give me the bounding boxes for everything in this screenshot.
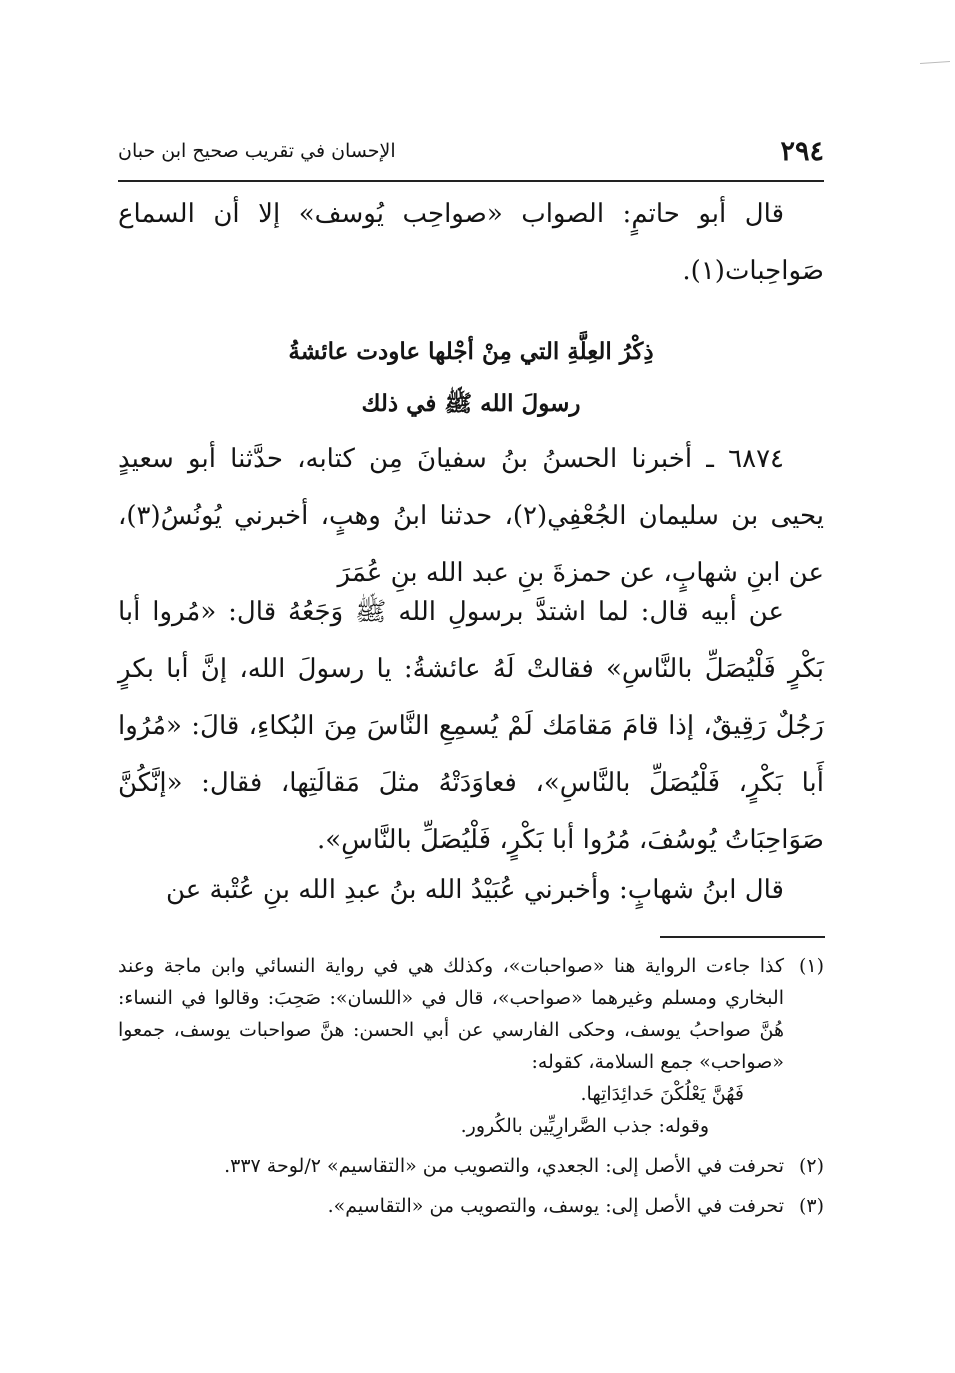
footnotes [118, 950, 824, 1222]
footnote-verse-text: جذب الصَّرارِيِّين بالكُرور. [460, 1115, 653, 1137]
running-title: الإحسان في تقريب صحيح ابن حبان [118, 140, 396, 162]
hadith-continuation: قال ابنُ شهابٍ: وأخبرني عُبَيْدُ الله بنُ عبدِ الله بنِ عُتْبة عن [165, 875, 784, 905]
hadith-isnad: ٦٨٧٤ ـ أخبرنا الحسنُ بنُ سفيانَ مِن كتابه، حدَّثنا أبو سعيدٍ يحيى بن سليمان الجُعْفِي(٢)، حدثنا ابنُ وهبٍ، أخبرني يُونُسُ(٣)، عن ابنِ شهابٍ، عن حمزةَ بنِ عبد الله بنِ عُمَرَ [118, 444, 824, 588]
section-heading-line-2: رسولَ الله ﷺ في ذلك [361, 390, 581, 417]
page-number: ٢٩٤ [780, 136, 824, 167]
footnote-3 [118, 1190, 824, 1222]
footnote-number: (٢) [798, 1155, 824, 1177]
header-rule [118, 180, 824, 182]
footnote-text: كذا جاءت الرواية هنا «صواحبات»، وكذلك هي في رواية النسائي وابن ماجة وعند البخاري ومسلم وغيرهما «صواحب»، قال في «اللسان»: صَحِبَ: وقالوا في النساء: هُنَّ صواحبُ يوسف، وحكى الفارسي عن أبي الحسن: هنَّ صواحبات يوسف، جمعوا «صواحب» جمع السلامة، كقوله: [118, 955, 784, 1073]
intro-paragraph: قال أبو حاتمٍ: الصواب «صواحِب يُوسف» إلا أن السماع صَواحِبات(١). [118, 199, 824, 286]
footnote-1 [118, 950, 824, 1142]
hadith-matn: عن أبيه قال: لما اشتدَّ برسولِ الله ﷺ وَجَعُهُ قال: «مُروا أبا بَكْرٍ فَلْيُصَلِّ بالنَّاسِ» فقالتْ لَهُ عائشةُ: يا رسولَ الله، إنَّ أبا بكرٍ رَجُلٌ رَقِيقٌ، إذا قامَ مَقامَك لَمْ يُسمِعِ النَّاسَ مِنَ البُكاءِ، قالَ: «مُرُوا أَبا بَكْرٍ، فَلْيُصَلِّ بالنَّاسِ»، فعاوَدَتْهُ مثلَ مَقالَتِها، فقال: «إنَّكُنَّ صَوَاحِبَاتُ يُوسُفَ، مُرُوا أبا بَكْرٍ، فَلْيُصَلِّ بالنَّاسِ». [118, 597, 824, 855]
section-heading-line-1: ذِكْرُ العِلَّةِ التي مِنْ أجْلها عاودت عائشةُ [288, 338, 654, 365]
footnote-verse-2 [118, 1110, 784, 1142]
scan-mark [920, 61, 950, 64]
footnote-verse-intro: وقوله: [658, 1115, 709, 1137]
footnote-rule [660, 936, 825, 938]
section-heading [118, 326, 824, 430]
footnote-number: (٣) [798, 1195, 824, 1217]
footnote-text: تحرفت في الأصل إلى: يوسف، والتصويب من «التقاسيم». [327, 1195, 784, 1217]
footnote-verse: فَهُنَّ يَعْلُكْنَ حَدائِدَاتِها. [580, 1083, 744, 1105]
footnote-2 [118, 1150, 824, 1182]
footnote-number: (١) [798, 955, 824, 977]
page-header [118, 132, 824, 182]
footnote-text: تحرفت في الأصل إلى: الجعدي، والتصويب من «التقاسيم» ٢/لوحة ٣٣٧. [224, 1155, 784, 1177]
